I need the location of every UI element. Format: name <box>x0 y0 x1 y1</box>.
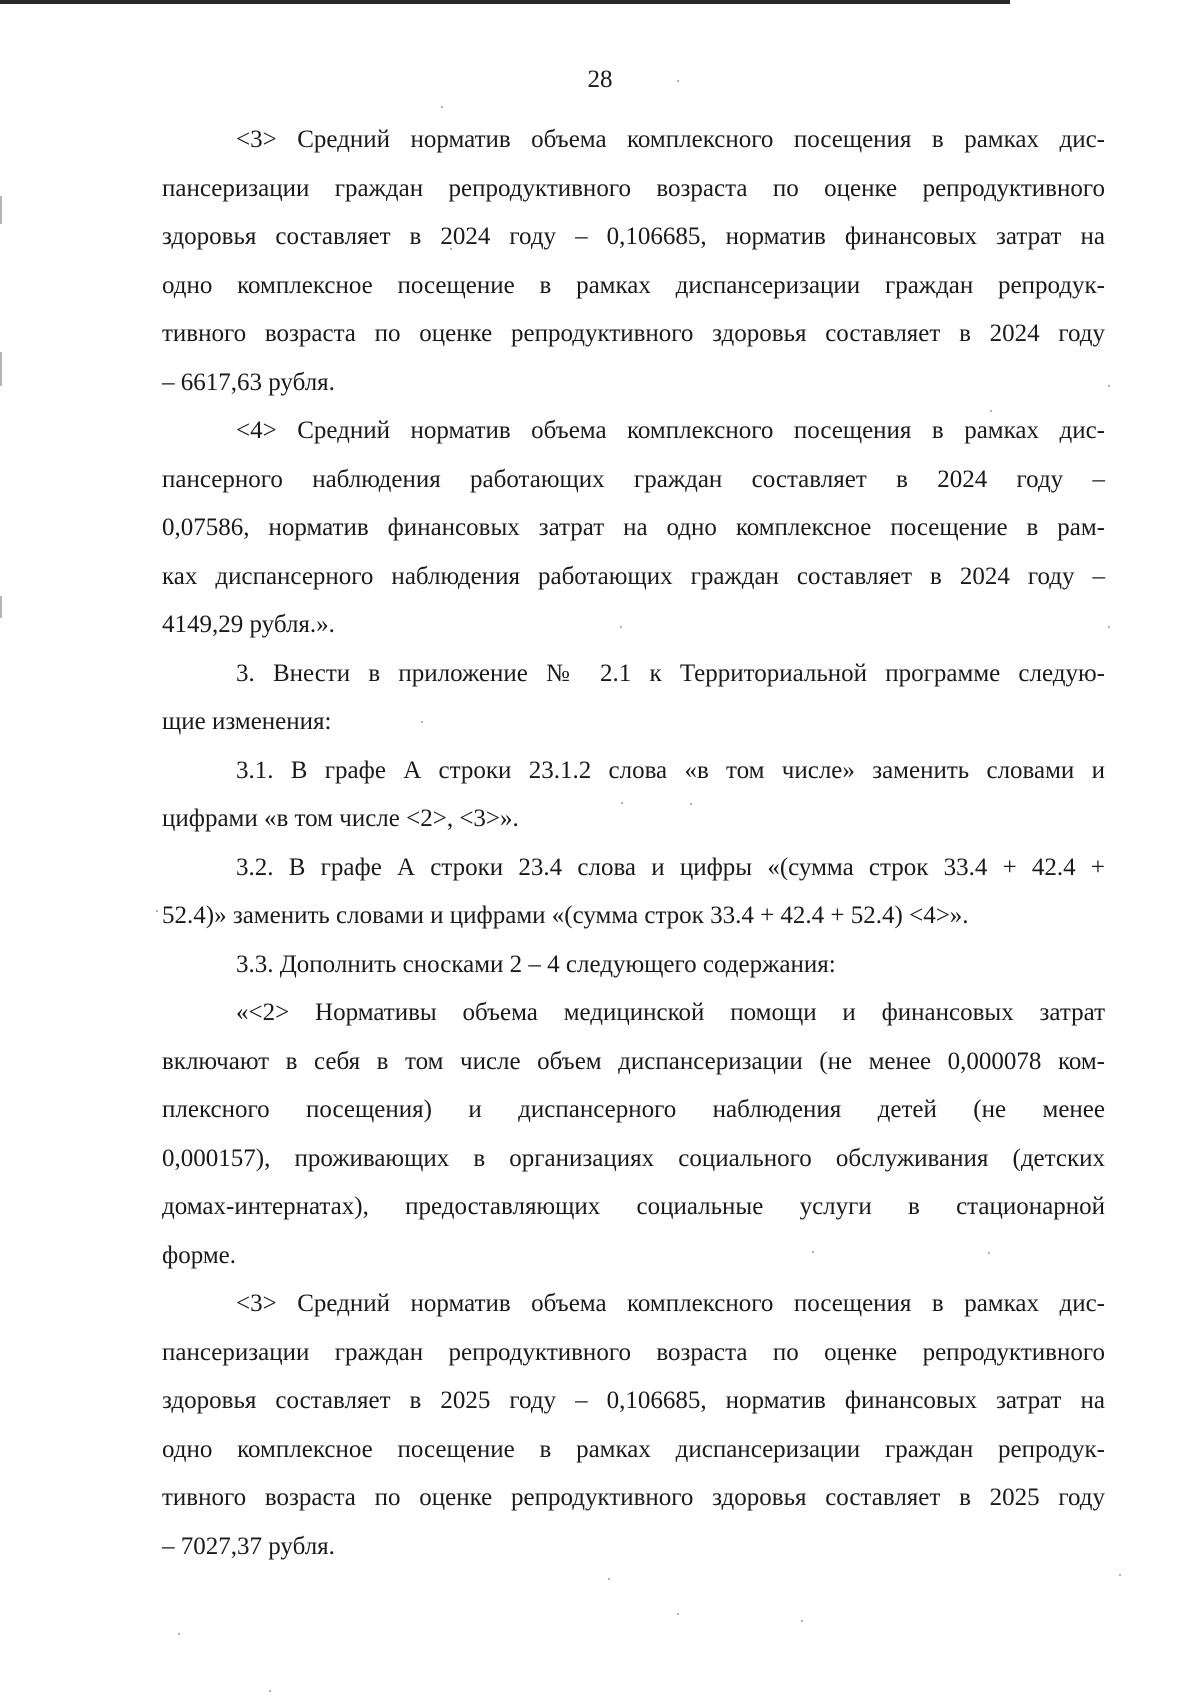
text-line: <3> Средний норматив объема комплексного посещения в рамках дис- <box>236 126 1105 153</box>
text-line: 3.2. В графе А строки 23.4 слова и цифры «(сумма строк 33.4 + 42.4 + <box>236 853 1105 881</box>
text-line: одно комплексное посещение в рамках диспансеризации граждан репродук- <box>162 271 1105 299</box>
scan-speck <box>178 1633 180 1635</box>
page-number: 28 <box>587 66 613 93</box>
scan-speck <box>677 1613 679 1615</box>
text-line: «<2> Нормативы объема медицинской помощи и финансовых затрат <box>236 999 1105 1026</box>
document-body <box>162 116 1105 1571</box>
text-line: – 7027,37 рубля. <box>162 1532 335 1560</box>
footnote-3-2025 <box>162 1280 1105 1571</box>
clause-3 <box>162 650 1105 747</box>
text-line: 3.3. Дополнить сносками 2 – 4 следующего содержания: <box>236 950 836 978</box>
text-line: пансеризации граждан репродуктивного возраста по оценке репродуктивного <box>162 1338 1105 1366</box>
text-line: <3> Средний норматив объема комплексного посещения в рамках дис- <box>236 1290 1105 1317</box>
scan-speck <box>801 1620 803 1622</box>
text-line: 52.4)» заменить словами и цифрами «(сумма строк 33.4 + 42.4 + 52.4) <4>». <box>162 902 969 929</box>
text-line: тивного возраста по оценке репродуктивного здоровья составляет в 2025 году <box>162 1484 1105 1511</box>
text-line: домах-интернатах), предоставляющих социальные услуги в стационарной <box>162 1193 1105 1220</box>
footnote-3-2024 <box>162 116 1105 407</box>
text-line: форме. <box>162 1241 236 1269</box>
text-line: пансеризации граждан репродуктивного возраста по оценке репродуктивного <box>162 174 1105 202</box>
text-line: тивного возраста по оценке репродуктивного здоровья составляет в 2024 году <box>162 320 1105 347</box>
text-line: 4149,29 рубля.». <box>162 611 335 638</box>
scan-edge-mark <box>0 196 2 224</box>
text-line: 3. Внести в приложение № 2.1 к Территориальной программе следую- <box>236 659 1105 687</box>
text-line: плексного посещения) и диспансерного наблюдения детей (не менее <box>162 1096 1105 1123</box>
text-line: цифрами «в том числе <2>, <3>». <box>162 805 519 832</box>
footnote-2 <box>162 989 1105 1280</box>
scan-speck <box>441 106 443 108</box>
clause-3-3 <box>162 941 1105 990</box>
clause-3-2 <box>162 844 1105 941</box>
scan-speck <box>608 1578 610 1580</box>
scan-speck <box>1108 626 1110 628</box>
text-line: ках диспансерного наблюдения работающих граждан составляет в 2024 году – <box>162 562 1105 590</box>
text-line: 0,000157), проживающих в организациях социального обслуживания (детских <box>162 1144 1105 1172</box>
text-line: 3.1. В графе А строки 23.1.2 слова «в том числе» заменить словами и <box>236 756 1105 784</box>
scan-speck <box>1119 1574 1121 1576</box>
scan-edge-mark <box>0 596 2 618</box>
scan-edge-mark <box>0 352 2 386</box>
text-line: одно комплексное посещение в рамках диспансеризации граждан репродук- <box>162 1435 1105 1463</box>
text-line: здоровья составляет в 2025 году – 0,106685, норматив финансовых затрат на <box>162 1387 1105 1414</box>
text-line: пансерного наблюдения работающих граждан составляет в 2024 году – <box>162 465 1105 493</box>
top-border-line <box>0 0 1010 4</box>
footnote-4-2024 <box>162 407 1105 650</box>
text-line: щие изменения: <box>162 708 332 735</box>
text-line: <4> Средний норматив объема комплексного посещения в рамках дис- <box>236 417 1105 444</box>
text-line: – 6617,63 рубля. <box>162 368 335 396</box>
scan-speck <box>269 1690 271 1692</box>
text-line: здоровья составляет в 2024 году – 0,106685, норматив финансовых затрат на <box>162 223 1105 250</box>
scan-speck <box>156 910 158 912</box>
text-line: 0,07586, норматив финансовых затрат на одно комплексное посещение в рам- <box>162 514 1105 541</box>
clause-3-1 <box>162 747 1105 844</box>
text-line: включают в себя в том числе объем диспансеризации (не менее 0,000078 ком- <box>162 1047 1105 1075</box>
scan-speck <box>1108 385 1110 387</box>
